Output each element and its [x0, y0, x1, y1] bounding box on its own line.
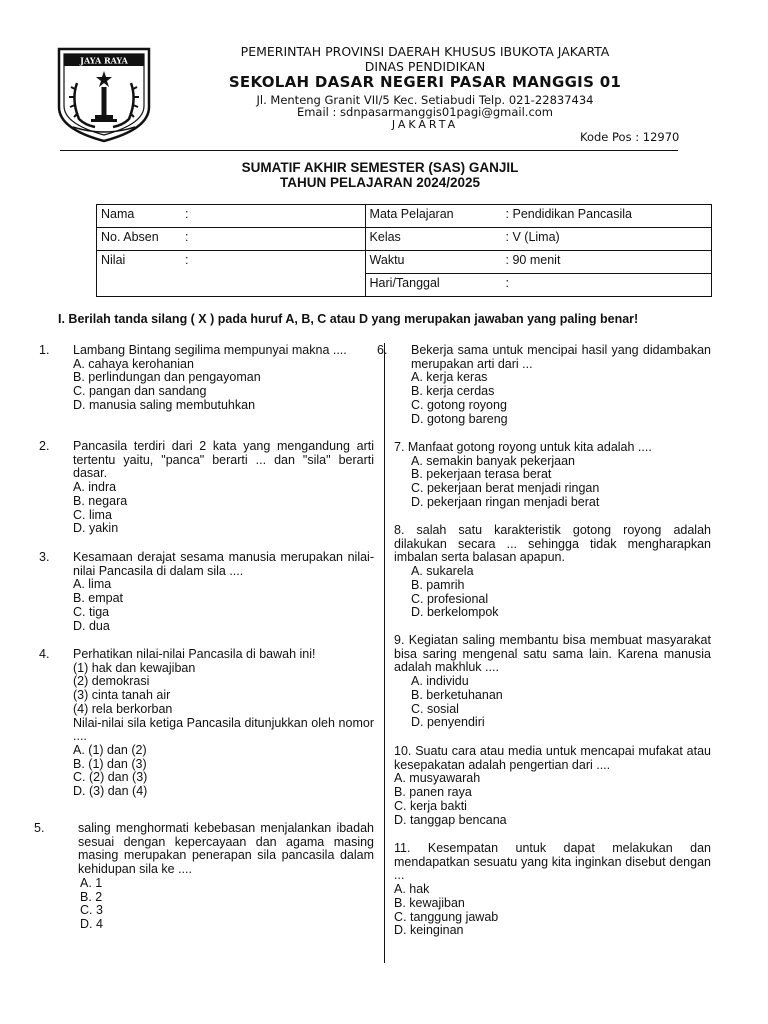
q4-option-c[interactable]: C. (2) dan (3) [73, 770, 148, 785]
mapel-label: Mata Pelajaran [369, 207, 454, 221]
q5-stem: saling menghormati kebebasan menjalankan ibadah sesuai dengan kepercayaan dan agama masing masing merupakan penerapan sila pancasila dalam kehidupan sila ke .... [78, 821, 374, 877]
q4-list-4: (4) rela berkorban [73, 701, 173, 716]
q5-option-a[interactable]: A. 1 [80, 875, 103, 890]
q4-option-d[interactable]: D. (3) dan (4) [73, 784, 148, 799]
q4-stem: Perhatikan nilai-nilai Pancasila di bawah ini! [73, 647, 316, 661]
q2-option-d[interactable]: D. yakin [73, 521, 119, 536]
q10-option-d[interactable]: D. tanggap bencana [394, 812, 507, 827]
q7-option-c[interactable]: C. pekerjaan berat menjadi ringan [411, 481, 600, 496]
q6-stem: Bekerja sama untuk mencipai hasil yang didambakan merupakan arti dari ... [411, 343, 711, 371]
header-school-name: SEKOLAH DASAR NEGERI PASAR MANGGIS 01 [228, 73, 622, 91]
q6-option-a[interactable]: A. kerja keras [411, 370, 488, 385]
question-2 [39, 439, 374, 536]
nilai-label: Nilai [101, 253, 126, 267]
nilai-cell[interactable] [97, 251, 366, 297]
header-address: Jl. Menteng Granit VII/5 Kec. Setiabudi Telp. 021-22837434 [256, 93, 594, 107]
q2-number: 2. [39, 439, 50, 453]
question-11 [394, 842, 711, 938]
school-emblem-logo [55, 45, 153, 143]
q1-option-a[interactable]: A. cahaya kerohanian [73, 356, 194, 371]
q4-stem-2: Nilai-nilai sila ketiga Pancasila ditunjukkan oleh nomor .... [73, 715, 374, 744]
q8-option-a[interactable]: A. sukarela [411, 564, 474, 579]
q6-option-b[interactable]: B. kerja cerdas [411, 384, 495, 399]
q11-option-c[interactable]: C. tanggung jawab [394, 909, 499, 924]
question-4 [39, 647, 374, 799]
q4-option-a[interactable]: A. (1) dan (2) [73, 742, 147, 757]
q4-option-b[interactable]: B. (1) dan (3) [73, 756, 147, 771]
nama-colon: : [185, 207, 189, 221]
q7-option-d[interactable]: D. pekerjaan ringan menjadi berat [411, 494, 600, 509]
q1-option-d[interactable]: D. manusia saling membutuhkan [73, 397, 256, 412]
q9-option-d[interactable]: D. penyendiri [411, 715, 485, 730]
absen-label: No. Absen [101, 230, 159, 244]
student-info-table [96, 204, 712, 297]
waktu-value: : 90 menit [505, 253, 561, 267]
q9-option-c[interactable]: C. sosial [411, 701, 459, 716]
q8-option-d[interactable]: D. berkelompok [411, 605, 499, 620]
q5-option-b[interactable]: B. 2 [80, 889, 103, 904]
q3-stem: Kesamaan derajat sesama manusia merupakan nilai-nilai Pancasila di dalam sila .... [73, 550, 374, 578]
header-city: JAKARTA [391, 118, 459, 131]
q8-option-c[interactable]: C. profesional [411, 591, 489, 606]
q10-option-b[interactable]: B. panen raya [394, 785, 472, 800]
q4-number: 4. [39, 647, 50, 661]
question-5 [34, 821, 374, 932]
q2-option-b[interactable]: B. negara [73, 493, 128, 508]
header-divider [60, 150, 678, 151]
waktu-cell [365, 251, 711, 274]
q10-option-c[interactable]: C. kerja bakti [394, 798, 467, 813]
question-8 [394, 524, 711, 620]
mapel-value: : Pendidikan Pancasila [505, 207, 633, 221]
kelas-label: Kelas [369, 230, 401, 244]
section-instruction: I. Berilah tanda silang ( X ) pada huruf A, B, C atau D yang merupakan jawaban yang paling benar! [58, 312, 639, 326]
q2-option-a[interactable]: A. indra [73, 480, 117, 495]
header-government: PEMERINTAH PROVINSI DAERAH KHUSUS IBUKOTA JAKARTA [240, 44, 610, 59]
question-6 [377, 343, 711, 426]
q4-list-3: (3) cinta tanah air [73, 688, 171, 703]
q9-option-a[interactable]: A. individu [411, 674, 469, 689]
exam-year: TAHUN PELAJARAN 2024/2025 [279, 175, 481, 190]
waktu-label: Waktu [369, 253, 405, 267]
q4-list-2: (2) demokrasi [73, 674, 150, 689]
hari-cell[interactable] [365, 274, 711, 297]
logo-text: JAYA RAYA [80, 55, 128, 66]
q10-stem: 10. Suatu cara atau media untuk mencapai mufakat atau kesepakatan adalah pengertian dari .... [394, 744, 711, 772]
q1-option-b[interactable]: B. perlindungan dan pengayoman [73, 370, 261, 385]
q6-option-c[interactable]: C. gotong royong [411, 397, 507, 412]
absen-colon: : [185, 230, 189, 244]
absen-cell[interactable] [97, 228, 366, 251]
q9-option-b[interactable]: B. berketuhanan [411, 687, 503, 702]
q9-stem: 9. Kegiatan saling membantu bisa membuat masyarakat bisa saring mengenal satu sama lain. Karena manusia adalah makhluk .... [394, 633, 711, 675]
mapel-cell [365, 205, 711, 228]
column-divider [384, 343, 385, 963]
q11-option-b[interactable]: B. kewajiban [394, 895, 465, 910]
q2-stem: Pancasila terdiri dari 2 kata yang mengandung arti tertentu yaitu, "panca" berarti ... dan "sila" berarti dasar. [73, 439, 374, 481]
q8-option-b[interactable]: B. pamrih [411, 577, 465, 592]
q10-option-a[interactable]: A. musyawarah [394, 771, 481, 786]
question-10 [394, 745, 711, 827]
hari-label: Hari/Tanggal [369, 276, 440, 290]
hari-value: : [505, 276, 510, 290]
question-9 [394, 634, 711, 730]
question-1 [39, 343, 374, 413]
q5-option-d[interactable]: D. 4 [80, 916, 103, 931]
q6-option-d[interactable]: D. gotong bareng [411, 411, 508, 426]
q11-option-a[interactable]: A. hak [394, 882, 430, 897]
question-7 [394, 441, 711, 510]
q11-option-d[interactable]: D. keinginan [394, 923, 464, 938]
header-department: DINAS PENDIDIKAN [364, 59, 486, 74]
header-email: Email : sdnpasarmanggis01pagi@gmail.com [296, 105, 554, 119]
q3-option-b[interactable]: B. empat [73, 591, 124, 606]
q7-stem: 7. Manfaat gotong royong untuk kita adalah .... [394, 440, 652, 454]
header-postal-code: Kode Pos : 12970 [580, 130, 680, 144]
q6-number: 6. [377, 343, 388, 357]
q5-option-c[interactable]: C. 3 [80, 903, 103, 918]
q3-number: 3. [39, 550, 50, 564]
q7-option-b[interactable]: B. pekerjaan terasa berat [411, 467, 552, 482]
nama-label: Nama [101, 207, 135, 221]
q11-stem: 11. Kesempatan untuk dapat melakukan dan mendapatkan sesuatu yang kita inginkan disebut dengan ... [394, 841, 711, 883]
q7-option-a[interactable]: A. semakin banyak pekerjaan [411, 453, 575, 468]
question-3 [39, 550, 374, 633]
kelas-cell [365, 228, 711, 251]
kelas-value: : V (Lima) [505, 230, 560, 244]
q1-stem: Lambang Bintang segilima mempunyai makna .... [73, 343, 347, 357]
q1-number: 1. [39, 343, 50, 357]
exam-title: SUMATIF AKHIR SEMESTER (SAS) GANJIL [241, 160, 519, 175]
q2-option-c[interactable]: C. lima [73, 507, 112, 522]
q5-number: 5. [34, 821, 45, 835]
q4-list-1: (1) hak dan kewajiban [73, 660, 196, 675]
q3-option-a[interactable]: A. lima [73, 577, 112, 592]
q1-option-c[interactable]: C. pangan dan sandang [73, 384, 207, 399]
q3-option-d[interactable]: D. dua [73, 618, 110, 633]
q8-stem: 8. salah satu karakteristik gotong royong adalah dilakukan secara ... sehingga tidak mengharapkan imbalan serta balasan apapun. [394, 523, 711, 565]
nama-cell[interactable] [97, 205, 366, 228]
nilai-colon: : [185, 253, 189, 267]
q3-option-c[interactable]: C. tiga [73, 604, 110, 619]
